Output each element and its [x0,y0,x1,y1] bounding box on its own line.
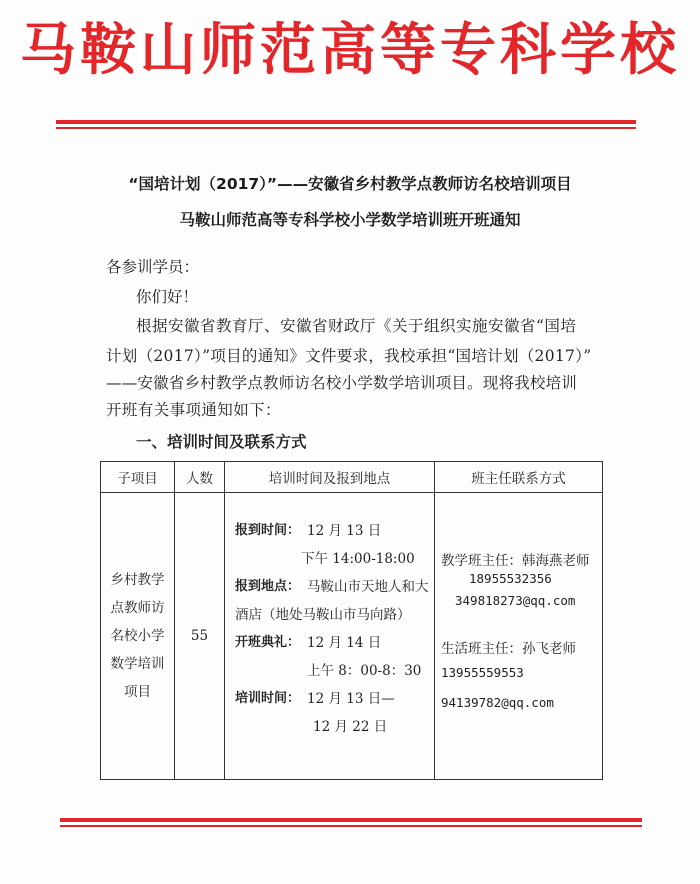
header-divider-thick [56,120,636,124]
header-divider-thin [56,127,636,129]
header-contacts: 班主任联系方式 [435,462,603,493]
report-time-label: 报到时间： [235,523,301,538]
school-name-header: 马鞍山师范高等专科学校 [20,18,680,83]
teaching-teacher-email[interactable]: 349818273@qq.com [455,593,576,608]
opening-ceremony-date: 12 月 14 日 [307,635,382,651]
subproject-line: 点教师访 [110,600,165,616]
subproject-line: 数学培训 [110,656,165,672]
paragraph-line-2: 计划（2017）”项目的通知》文件要求，我校承担“国培计划（2017）” [106,347,592,365]
opening-ceremony-label: 开班典礼： [235,635,301,650]
footer-divider-thick [60,818,642,822]
greeting: 你们好！ [136,288,199,306]
subproject-line: 乡村教学 [110,572,165,588]
training-period-end: 12 月 22 日 [313,719,388,735]
header-subproject: 子项目 [101,462,175,493]
training-info-table [100,461,603,780]
header-schedule: 培训时间及报到地点 [225,462,435,493]
report-place-label: 报到地点： [235,579,301,594]
report-time-date: 12 月 13 日 [307,523,382,539]
contacts-cell [435,493,603,780]
life-teacher-phone: 13955559553 [441,665,524,680]
report-place-line-1: 马鞍山市天地人和大 [307,579,429,595]
life-teacher-label: 生活班主任：孙飞老师 [441,641,576,657]
life-teacher-email[interactable]: 94139782@qq.com [441,695,554,710]
table-row [101,493,603,780]
footer-divider-thin [60,825,642,827]
notice-title-line-1: “国培计划（2017）”——安徽省乡村教学点教师访名校培训项目 [128,175,572,193]
salutation: 各参训学员： [106,258,200,276]
teaching-teacher-phone: 18955532356 [469,571,552,586]
paragraph-line-4: 开班有关事项通知如下： [106,401,281,419]
training-period-start: 12 月 13 日— [307,691,395,707]
header-count: 人数 [175,462,225,493]
paragraph-line-1: 根据安徽省教育厅、安徽省财政厅《关于组织实施安徽省“国培 [136,317,577,335]
notice-title-line-2: 马鞍山师范高等专科学校小学数学培训班开班通知 [179,211,521,229]
report-time-hours: 下午 14:00-18:00 [301,551,415,567]
table-header-row [101,462,603,493]
teaching-teacher-label: 教学班主任：韩海燕老师 [441,553,590,569]
training-period-label: 培训时间： [235,691,301,706]
subproject-cell [101,493,175,780]
subproject-line: 项目 [124,684,151,700]
opening-ceremony-time: 上午 8：00-8：30 [307,663,422,679]
schedule-cell [225,493,435,780]
subproject-line: 名校小学 [110,628,165,644]
participant-count: 55 [175,493,225,780]
paragraph-line-3: ——安徽省乡村教学点教师访名校小学数学培训项目。现将我校培训 [106,374,578,392]
section-heading: 一、培训时间及联系方式 [136,433,307,451]
report-place-line-2: 酒店（地处马鞍山市马向路） [235,607,411,623]
